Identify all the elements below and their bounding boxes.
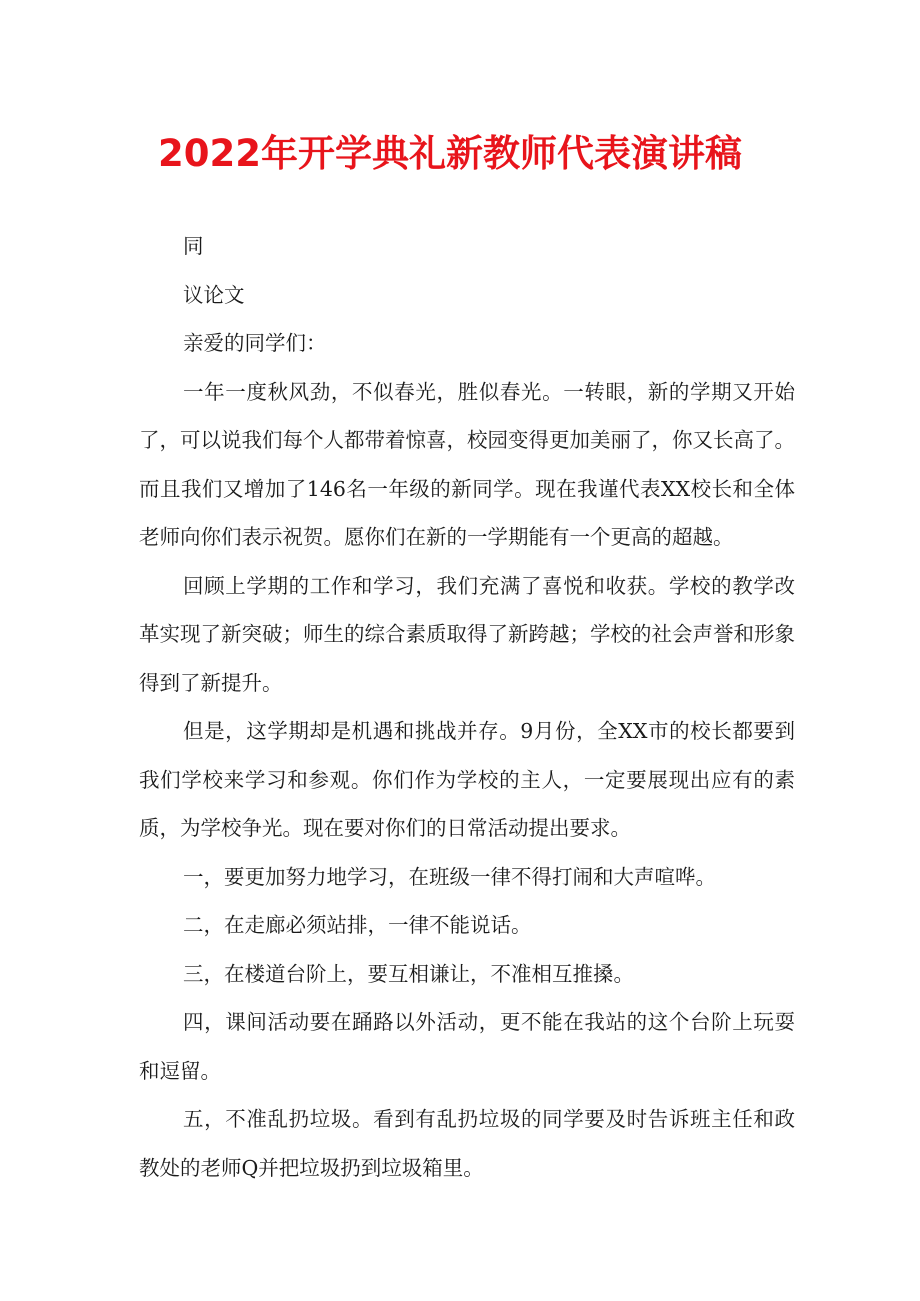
paragraph-intro: 一年一度秋风劲，不似春光，胜似春光。一转眼，新的学期又开始了，可以说我们每个人都带着惊喜，校园变得更加美丽了，你又长高了。而且我们又增加了146名一年级的新同学。现在我谨代表XX校长和全体老师向你们表示祝贺。愿你们在新的一学期能有一个更高的超越。 (139, 379, 795, 549)
paragraph-review: 回顾上学期的工作和学习，我们充满了喜悦和收获。学校的教学改革实现了新突破；师生的综合素质取得了新跨越；学校的社会声誉和形象得到了新提升。 (139, 573, 795, 695)
document-body (139, 222, 795, 1192)
salutation: 亲爱的同学们： (183, 331, 327, 355)
paragraph-challenge: 但是，这学期却是机遇和挑战并存。9月份，全XX市的校长都要到我们学校来学习和参观。你们作为学校的主人，一定要展现出应有的素质，为学校争光。现在要对你们的日常活动提出要求。 (139, 719, 795, 840)
paragraph-1: 同 (183, 234, 204, 258)
rule-item-2: 二，在走廊必须站排，一律不能说话。 (183, 913, 532, 937)
rule-item-3: 三，在楼道台阶上，要互相谦让，不准相互推搡。 (183, 961, 634, 986)
document-title: 2022年开学典礼新教师代表演讲稿 (158, 132, 742, 175)
rule-item-5: 五，不准乱扔垃圾。看到有乱扔垃圾的同学要及时告诉班主任和政教处的老师Q并把垃圾扔到垃圾箱里。 (139, 1107, 795, 1180)
rule-item-1: 一，要更加努力地学习，在班级一律不得打闹和大声喧哗。 (183, 864, 716, 889)
paragraph-2: 议论文 (183, 282, 245, 307)
rule-item-4: 四，课间活动要在踊路以外活动，更不能在我站的这个台阶上玩耍和逗留。 (139, 1010, 795, 1083)
